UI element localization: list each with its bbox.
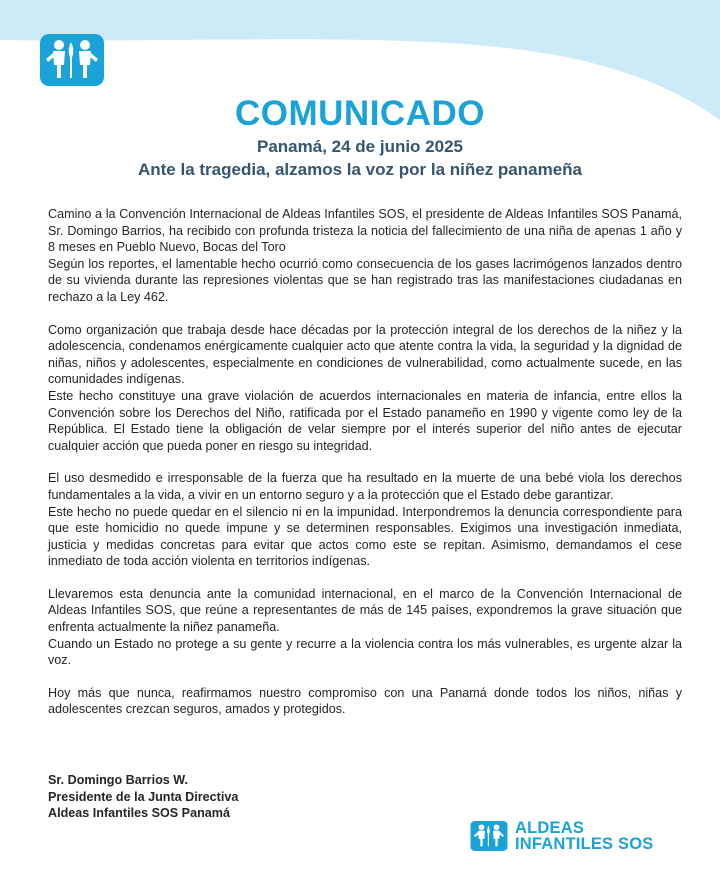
page-title: COMUNICADO <box>235 94 485 133</box>
paragraph: Cuando un Estado no protege a su gente y recurre a la violencia contra los más vulnerables, es urgente alzar la voz. <box>48 636 682 668</box>
header <box>0 94 720 181</box>
paragraph: Este hecho constituye una grave violación de acuerdos internacionales en materia de infancia, entre ellos la Convención sobre los Derechos del Niño, ratificada por el Estado panameño en 1990 y vigente como ley de la República. El Estado tiene la obligación de velar siempre por el interés superior del niño antes de ejecutar cualquier acción que pueda poner en riesgo su integridad. <box>48 388 682 453</box>
paragraph: Camino a la Convención Internacional de Aldeas Infantiles SOS, el presidente de Aldeas Infantiles SOS Panamá, Sr. Domingo Barrios, ha recibido con profunda tristeza la noticia del fallecimiento de una niña de apenas 1 año y 8 meses en Pueblo Nuevo, Bocas del Toro <box>48 207 682 255</box>
paragraph: Hoy más que nunca, reafirmamos nuestro compromiso con una Panamá donde todos los niños, niñas y adolescentes crezcan seguros, amados y protegidos. <box>48 685 682 717</box>
paragraph: El uso desmedido e irresponsable de la fuerza que ha resultado en la muerte de una bebé viola los derechos fundamentales a la vida, a vivir en un entorno seguro y a la protección que el Estado debe garantizar. <box>48 471 682 502</box>
subtitle: Ante la tragedia, alzamos la voz por la niñez panameña <box>137 160 583 179</box>
aldeas-sos-children-icon <box>470 821 508 851</box>
paragraph: Este hecho no puede quedar en el silencio ni en la impunidad. Interpondremos la denuncia correspondiente para que este homicidio no quede impune y se determinen responsables. Exigimos una investigación inmediata, justicia y medidas concretas para evitar que actos como este se repitan. Asimismo, demandamos el cese inmediato de toda acción violenta en territorios indígenas. <box>48 504 682 569</box>
signature-block <box>48 772 238 822</box>
signer-name: Sr. Domingo Barrios W. <box>48 773 188 787</box>
paragraph: Llevaremos esta denuncia ante la comunidad internacional, en el marco de la Convención Internacional de Aldeas Infantiles SOS, que reúne a representantes de más de 145 países, expondremos la grave situación que enfrenta actualmente la niñez panameña. <box>48 586 682 635</box>
paragraph: Como organización que trabaja desde hace décadas por la protección integral de los derechos de la niñez y la adolescencia, condenamos enérgicamente cualquier acto que atente contra la vida, la seguridad y la dignidad de niñas, niños y adolescentes, especialmente en condiciones de vulnerabilidad, como actualmente sucede, en las comunidades indígenas. <box>48 322 682 387</box>
brand-wordmark <box>515 820 653 852</box>
brand-line-2: INFANTILES SOS <box>515 835 654 853</box>
paragraph: Según los reportes, el lamentable hecho ocurrió como consecuencia de los gases lacrimógenos lanzados dentro de su vivienda durante las represiones violentas que se han registrado tras las manifestaciones ciudadanas en rechazo a la Ley 462. <box>48 256 682 304</box>
aldeas-sos-logo-icon <box>40 34 104 86</box>
statement-body <box>48 206 682 718</box>
brand-logo <box>470 820 653 852</box>
signer-role: Presidente de la Junta Directiva <box>48 789 239 804</box>
date-line: Panamá, 24 de junio 2025 <box>257 137 463 156</box>
brand-line-1: ALDEAS <box>515 819 585 837</box>
signer-organization: Aldeas Infantiles SOS Panamá <box>48 806 230 820</box>
